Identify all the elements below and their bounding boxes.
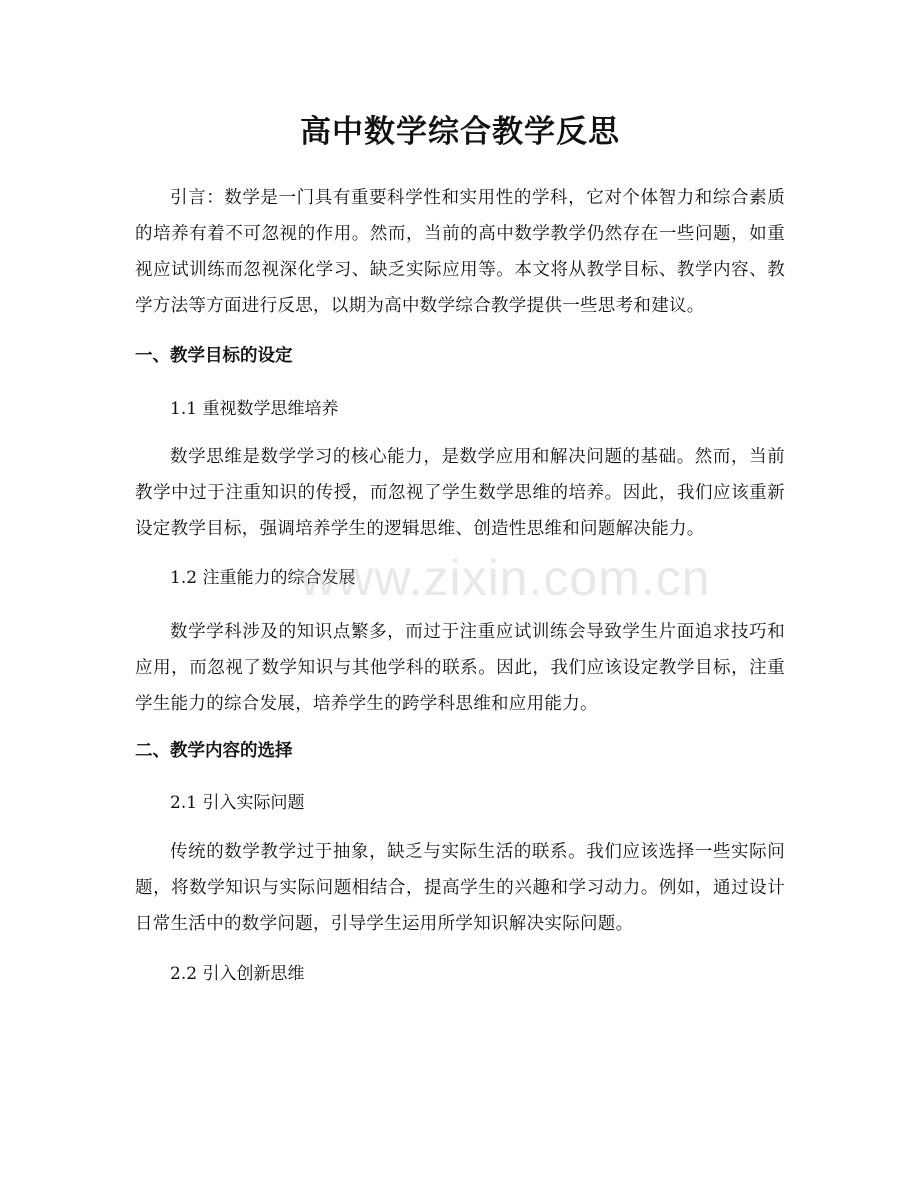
section-2-heading: 二、教学内容的选择 bbox=[135, 741, 293, 761]
subsection-1-1-heading: 1.1 重视数学思维培养 bbox=[170, 399, 339, 419]
subsection-2-2-heading: 2.2 引入创新思维 bbox=[170, 964, 305, 984]
intro-paragraph: 引言：数学是一门具有重要科学性和实用性的学科，它对个体智力和综合素质的培养有着不可忽视的作用。然而，当前的高中数学教学仍然存在一些问题，如重视应试训练而忽视深化学习、缺乏实际应用等。本文将从教学目标、教学内容、教学方法等方面进行反思，以期为高中数学综合教学提供一些思考和建议。 bbox=[135, 188, 785, 316]
watermark: www.zixin.com.cn bbox=[300, 550, 711, 606]
subsection-1-2-body: 数学学科涉及的知识点繁多，而过于注重应试训练会导致学生片面追求技巧和应用，而忽视了数学知识与其他学科的联系。因此，我们应该设定教学目标，注重学生能力的综合发展，培养学生的跨学科思维和应用能力。 bbox=[135, 622, 785, 714]
subsection-1-1-body: 数学思维是数学学习的核心能力，是数学应用和解决问题的基础。然而，当前教学中过于注重知识的传授，而忽视了学生数学思维的培养。因此，我们应该重新设定教学目标，强调培养学生的逻辑思维、创造性思维和问题解决能力。 bbox=[135, 447, 785, 539]
section-1-heading: 一、教学目标的设定 bbox=[135, 346, 293, 366]
subsection-2-1-body: 传统的数学教学过于抽象，缺乏与实际生活的联系。我们应该选择一些实际问题，将数学知识与实际问题相结合，提高学生的兴趣和学习动力。例如，通过设计日常生活中的数学问题，引导学生运用所学知识解决实际问题。 bbox=[135, 842, 785, 934]
document-title: 高中数学综合教学反思 bbox=[300, 114, 620, 150]
subsection-1-2-heading: 1.2 注重能力的综合发展 bbox=[170, 568, 356, 588]
subsection-2-1-heading: 2.1 引入实际问题 bbox=[170, 793, 305, 813]
